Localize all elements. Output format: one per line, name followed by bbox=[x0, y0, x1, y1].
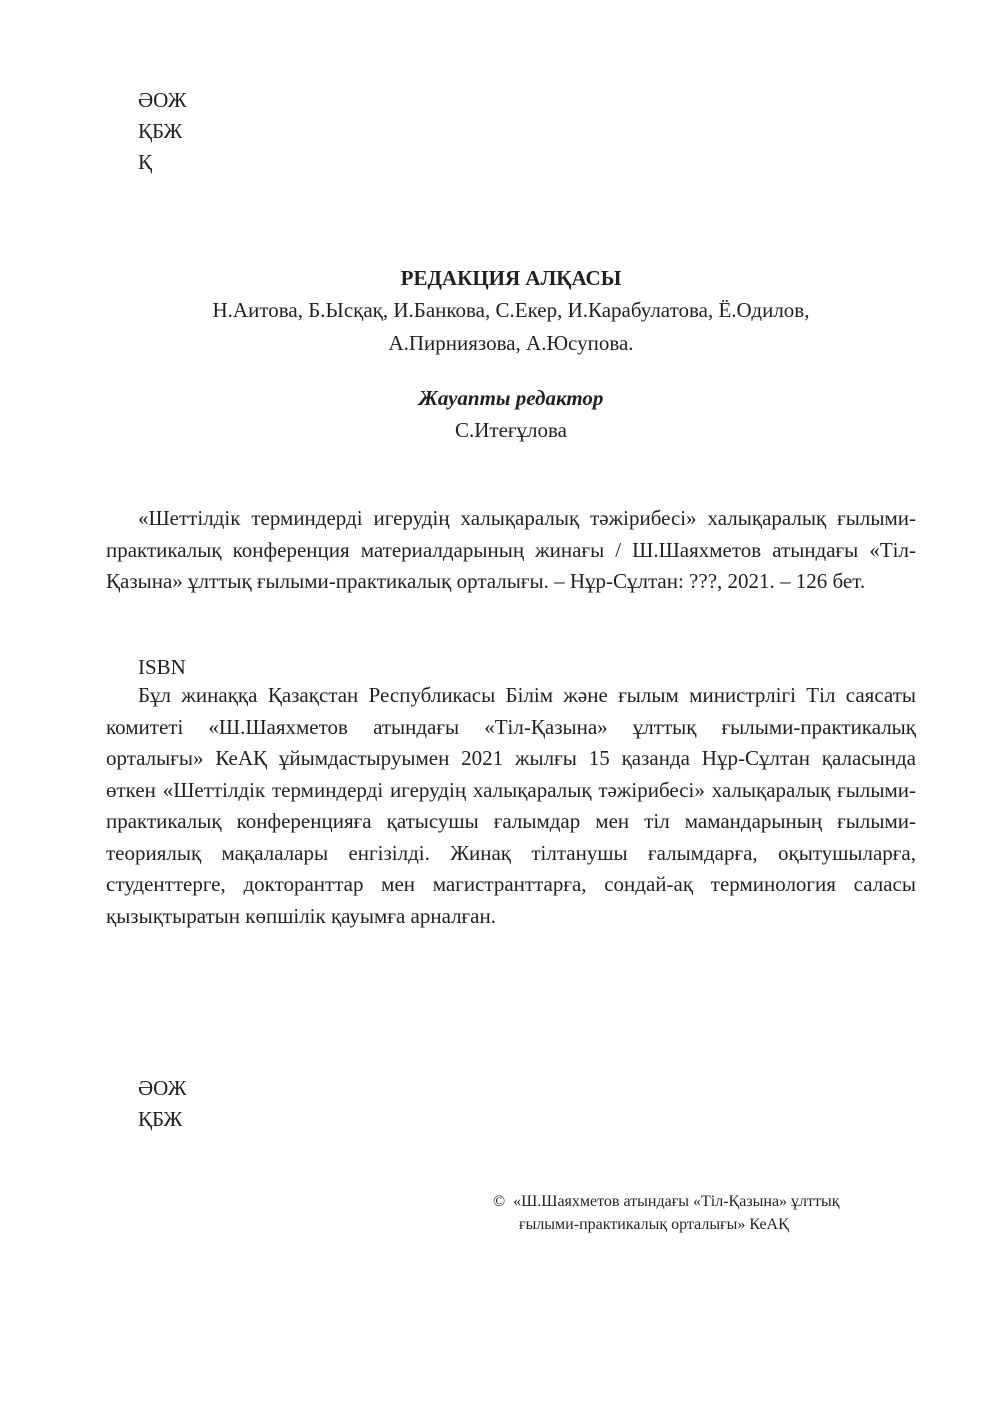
copyright-icon: © bbox=[493, 1193, 506, 1210]
classification-codes-top bbox=[138, 84, 187, 177]
bibliographic-citation: «Шеттілдік терминдерді игерудің халықаралық тәжірибесі» халықаралық ғылыми-практикалық конференция материалдарының жинағы / Ш.Шаяхметов атындағы «Тіл-Қазына» ұлттық ғылыми-практикалық орталығы. – Нұр-Сұлтан: ???, 2021. – 126 бет. bbox=[106, 506, 916, 593]
copyright-notice bbox=[493, 1190, 840, 1236]
abstract-paragraph: Бұл жинаққа Қазақстан Республикасы Білім және ғылым министрлігі Тіл саясаты комитеті «Ш.Шаяхметов атындағы «Тіл-Қазына» ұлттық ғылыми-практикалық орталығы» КеАҚ ұйымдастыруымен 2021 жылғы 15 қазанда Нұр-Сұлтан қаласында өткен «Шеттілдік терминдерді игерудің халықаралық тәжірибесі» халықаралық ғылыми-практикалық конференцияға қатысушы ғалымдар мен тіл мамандарының ғылыми-теориялық мақалалары енгізілді. Жинақ тілтанушы ғалымдарға, оқытушыларға, студенттерге, докторанттар мен магистранттарға, сондай-ақ терминология саласы қызықтыратын көпшілік қауымға арналған. bbox=[106, 683, 916, 928]
copyright-line1 bbox=[493, 1190, 840, 1213]
bbk-code-label-bottom: ҚБЖ bbox=[138, 1107, 183, 1131]
bbk-code-label: ҚБЖ bbox=[138, 119, 183, 143]
editorial-board bbox=[106, 262, 916, 360]
copyright-holder-line2: ғылыми-практикалық орталығы» КеАҚ bbox=[519, 1216, 789, 1233]
responsible-editor-heading: Жауапты редактор bbox=[418, 386, 604, 410]
editorial-board-heading: РЕДАКЦИЯ АЛҚАСЫ bbox=[400, 266, 622, 290]
responsible-editor bbox=[106, 382, 916, 446]
editorial-board-members-line2: А.Пирниязова, А.Юсупова. bbox=[388, 331, 634, 355]
editorial-board-members-line1: Н.Аитова, Б.Ысқақ, И.Банкова, С.Екер, И.Карабулатова, Ё.Одилов, bbox=[212, 298, 810, 322]
copyright-holder-line1: «Ш.Шаяхметов атындағы «Тіл-Қазына» ұлттық bbox=[513, 1193, 840, 1210]
isbn-label: ISBN bbox=[138, 655, 186, 679]
classification-codes-bottom bbox=[138, 1072, 187, 1134]
responsible-editor-name: С.Итеғұлова bbox=[455, 418, 567, 442]
udc-code-label-bottom: ӘОЖ bbox=[138, 1076, 187, 1100]
udc-code-label: ӘОЖ bbox=[138, 88, 187, 112]
author-sign-label: Қ bbox=[138, 150, 153, 174]
